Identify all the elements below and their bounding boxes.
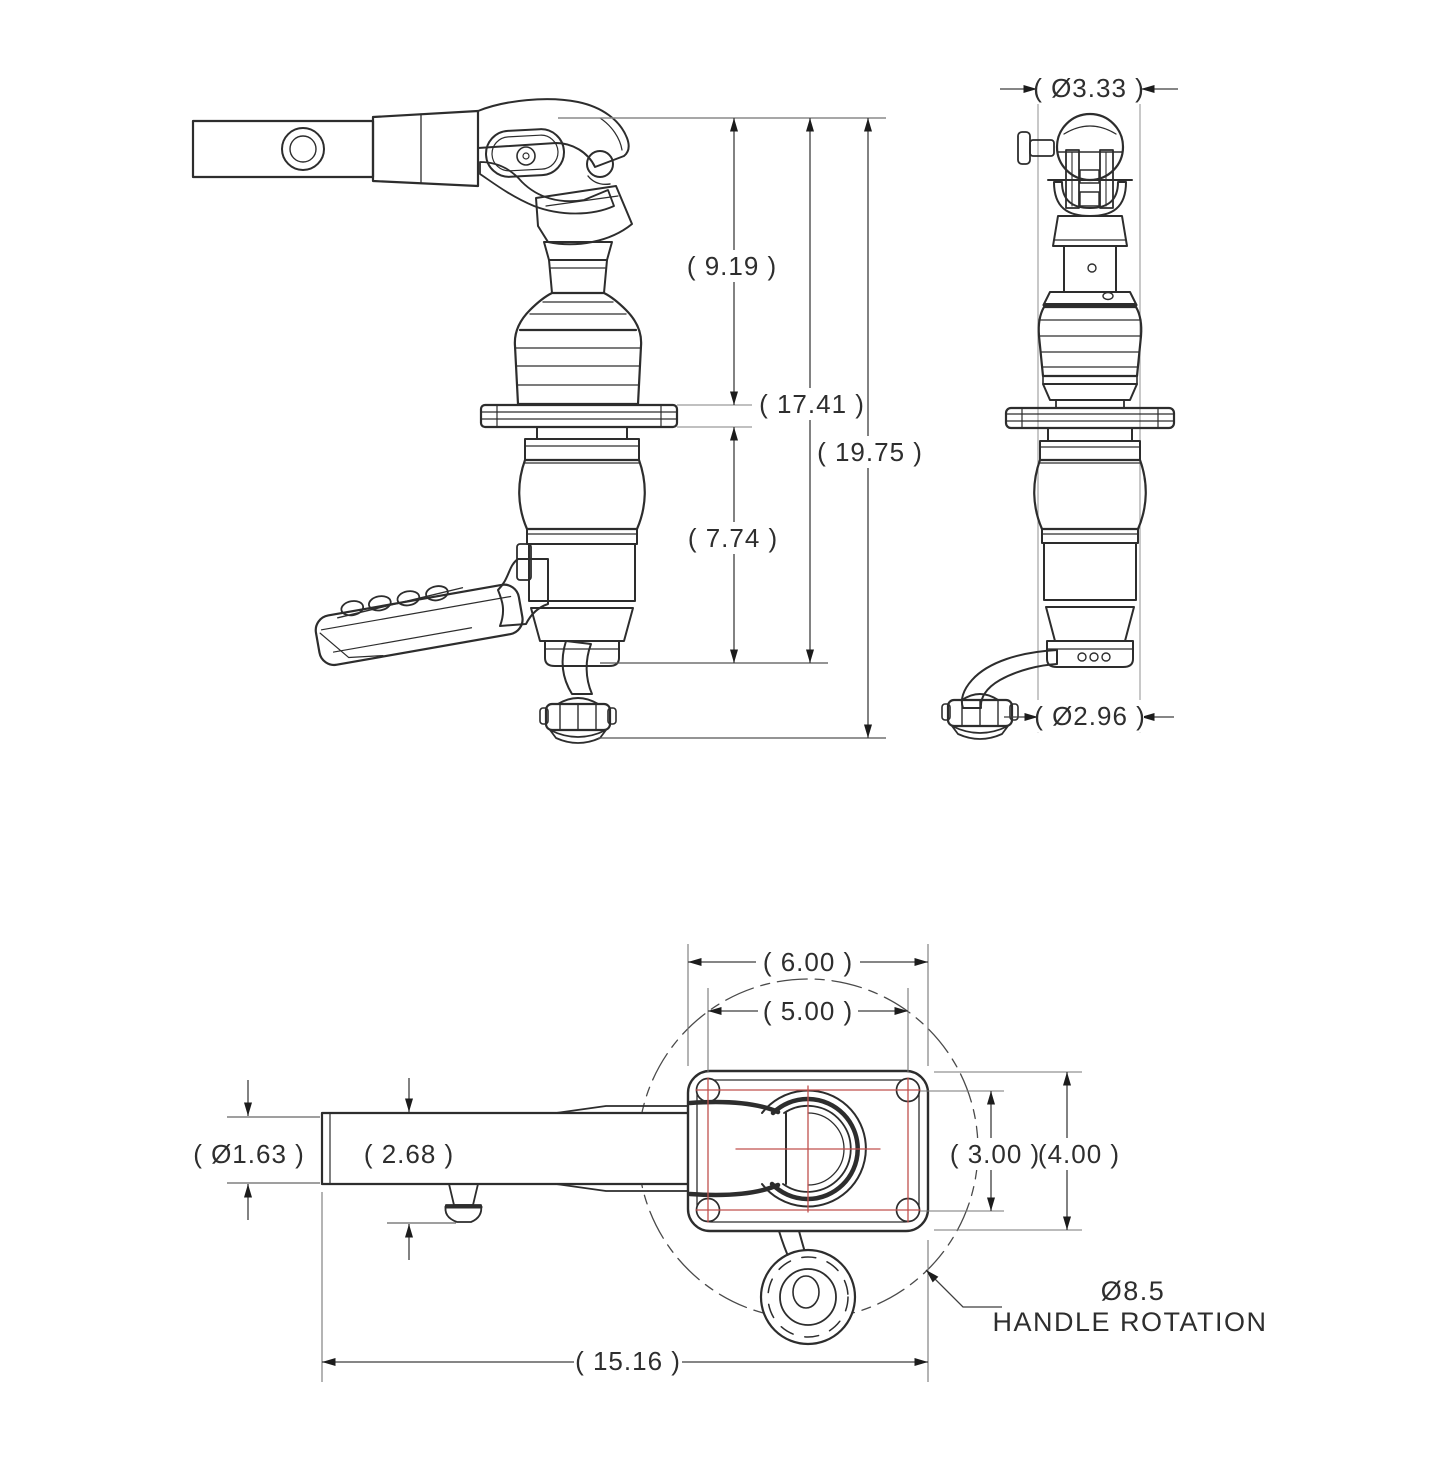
ball-clamp [1018, 114, 1132, 216]
dim-7-74: ( 7.74 ) [687, 523, 779, 553]
side-view [193, 99, 677, 743]
dim-4-00: (4.00 ) [1037, 1139, 1121, 1169]
lower-column [519, 427, 645, 666]
dim-17-41: ( 17.41 ) [759, 389, 865, 419]
tightening-knob-top [761, 1231, 855, 1344]
front-deck-flange [1006, 408, 1174, 428]
control-handle [312, 544, 548, 667]
dim-9-19: ( 9.19 ) [686, 251, 778, 281]
locking-pin [445, 1184, 481, 1222]
dim-6-00: ( 6.00 ) [762, 947, 854, 977]
annotation-handle-rotation: HANDLE ROTATION [992, 1307, 1268, 1337]
dim-2-68: ( 2.68 ) [363, 1139, 455, 1169]
rotation-leader-line [926, 1270, 1002, 1307]
deck-flange [481, 405, 677, 427]
annotation-diameter-8-5: Ø8.5 [1100, 1276, 1166, 1306]
upper-column [515, 242, 641, 404]
handle-buttons [335, 582, 463, 618]
tightening-knob-side [540, 641, 616, 743]
dim-dia-3-33: ( Ø3.33 ) [1033, 73, 1145, 103]
front-upper-column [1039, 216, 1142, 408]
mounting-tube [193, 111, 478, 186]
dim-dia-1-63: ( Ø1.63 ) [193, 1139, 305, 1169]
latch-pin [587, 151, 613, 177]
front-view-dimensions [1000, 72, 1178, 732]
dim-3-00: ( 3.00 ) [949, 1139, 1041, 1169]
dim-dia-2-96: ( Ø2.96 ) [1034, 701, 1146, 731]
dim-19-75: ( 19.75 ) [817, 437, 923, 467]
front-view [942, 96, 1174, 739]
front-lower-column [1034, 428, 1146, 667]
dim-15-16: ( 15.16 ) [575, 1346, 681, 1376]
dim-5-00: ( 5.00 ) [762, 996, 854, 1026]
clamp-head [478, 99, 632, 244]
